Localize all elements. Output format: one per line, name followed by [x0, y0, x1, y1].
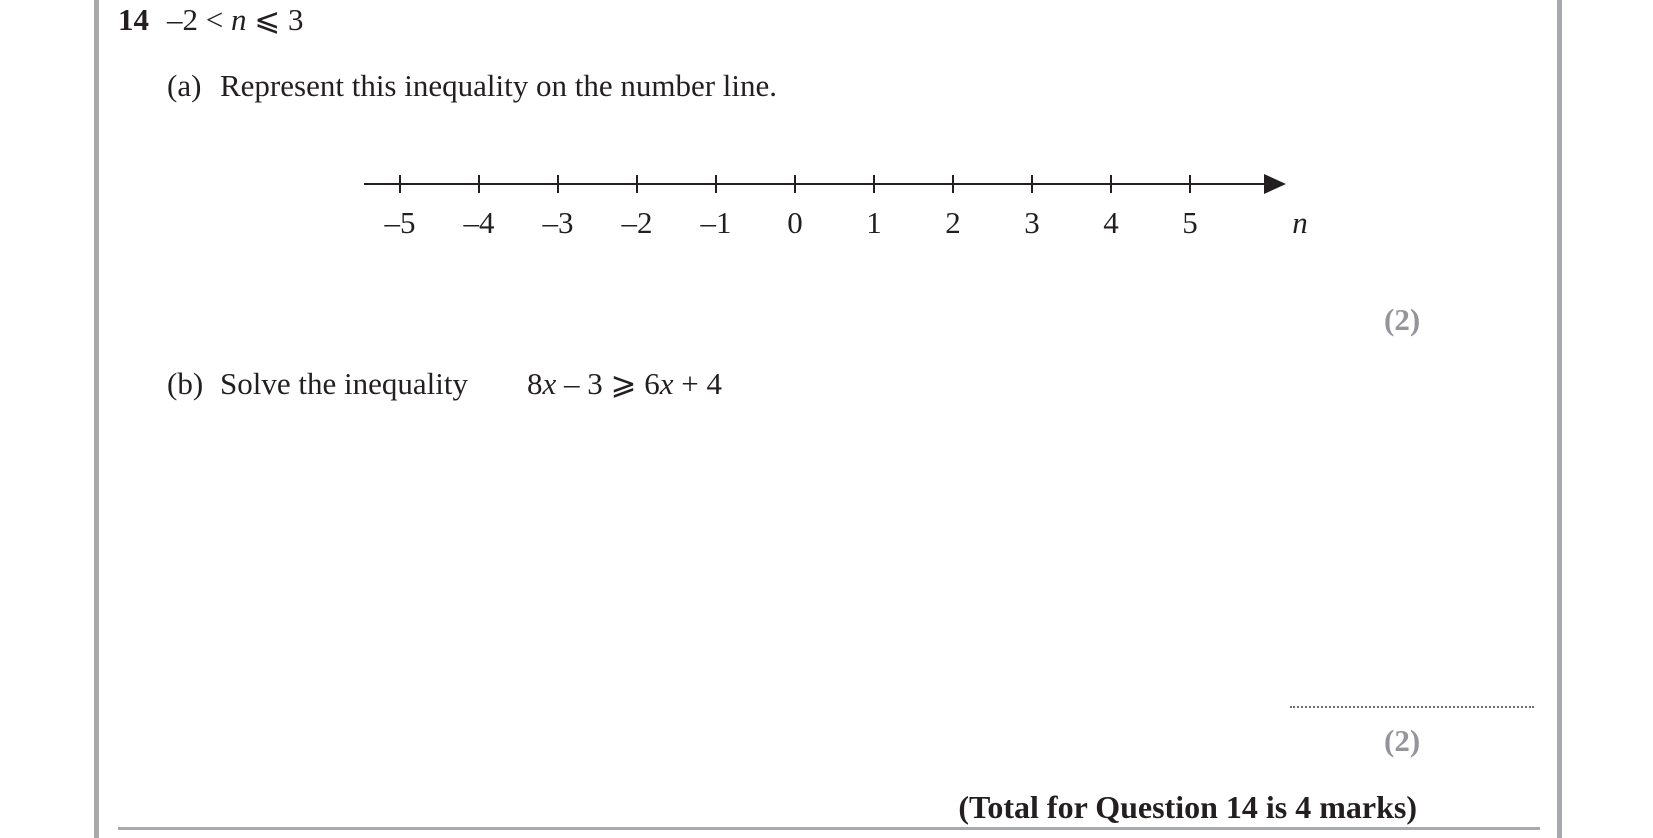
part-b-text: Solve the inequality	[220, 366, 468, 401]
answer-line[interactable]	[1290, 706, 1534, 708]
number-line-variable: n	[1292, 205, 1308, 240]
expr-coef-1: 8	[527, 366, 543, 401]
part-a-marks: (2)	[1384, 302, 1421, 337]
part-b-expression	[527, 366, 722, 402]
part-a-label: (a)	[167, 68, 202, 103]
question-number: 14	[118, 2, 149, 37]
question-total: (Total for Question 14 is 4 marks)	[958, 789, 1417, 825]
tick-label: –2	[621, 205, 653, 240]
part-b-marks: (2)	[1384, 723, 1421, 758]
tick-label: –3	[542, 205, 574, 240]
part-b-label: (b)	[167, 366, 204, 401]
stem-variable: n	[230, 2, 247, 37]
part-a-text: Represent this inequality on the number line.	[220, 68, 778, 103]
expr-var-2: x	[659, 366, 674, 401]
tick-label: 5	[1182, 205, 1198, 240]
tick-label: –1	[700, 205, 732, 240]
tick-label: 4	[1103, 205, 1119, 240]
number-line[interactable]	[0, 0, 1653, 260]
number-line-arrow	[1264, 174, 1286, 194]
tick-label: 2	[945, 205, 961, 240]
stem-prefix: –2 <	[167, 2, 231, 37]
expr-end: + 4	[673, 366, 722, 401]
expr-var-1: x	[542, 366, 557, 401]
tick-label: –4	[463, 205, 495, 240]
tick-label: –5	[384, 205, 416, 240]
bottom-rule	[118, 827, 1540, 830]
tick-label: 1	[866, 205, 882, 240]
tick-label: 0	[787, 205, 803, 240]
expr-middle: – 3 ⩾ 6	[556, 366, 660, 401]
tick-label: 3	[1024, 205, 1040, 240]
stem-suffix: ⩽ 3	[246, 2, 304, 37]
